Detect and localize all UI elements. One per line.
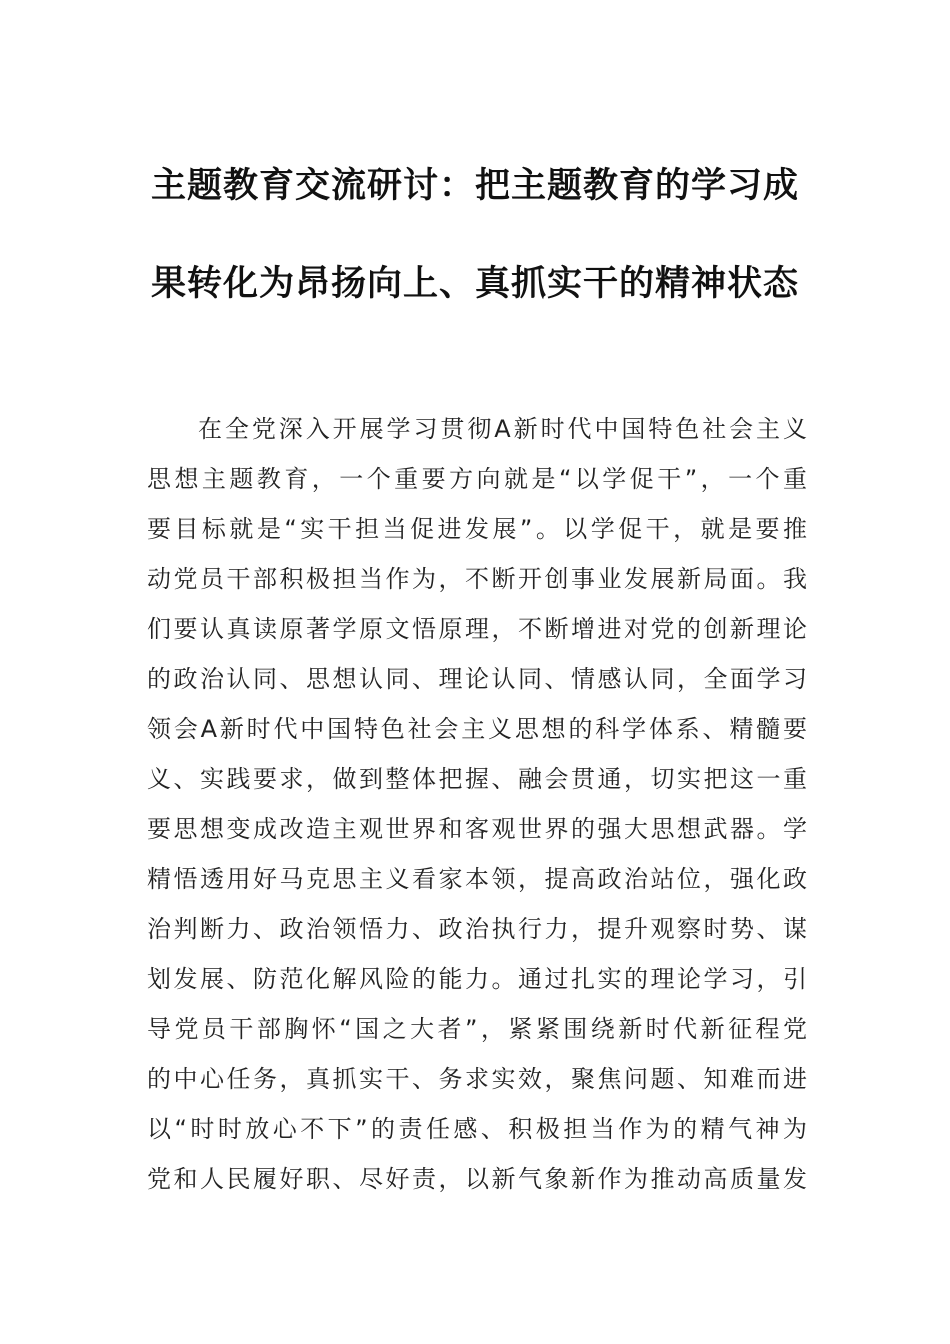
- paragraph-line-3: 要目标就是“实干担当促进发展”。以学促干，就是要推: [147, 515, 807, 543]
- paragraph-line-13: 导党员干部胸怀“国之大者”，紧紧围绕新时代新征程党: [147, 1015, 807, 1043]
- paragraph-line-12: 划发展、防范化解风险的能力。通过扎实的理论学习，引: [147, 965, 807, 993]
- paragraph-line-16: 党和人民履好职、尽好责，以新气象新作为推动高质量发: [147, 1165, 807, 1193]
- paragraph-line-10: 精悟透用好马克思主义看家本领，提高政治站位，强化政: [147, 865, 807, 893]
- paragraph-line-4: 动党员干部积极担当作为，不断开创事业发展新局面。我: [147, 565, 807, 593]
- paragraph-line-1: 在全党深入开展学习贯彻A新时代中国特色社会主义: [198, 415, 807, 443]
- paragraph-line-15: 以“时时放心不下”的责任感、积极担当作为的精气神为: [147, 1115, 807, 1143]
- paragraph-line-5: 们要认真读原著学原文悟原理，不断增进对党的创新理论: [147, 615, 807, 643]
- paragraph-line-6: 的政治认同、思想认同、理论认同、情感认同，全面学习: [147, 665, 807, 693]
- paragraph-line-2: 思想主题教育，一个重要方向就是“以学促干”，一个重: [147, 465, 807, 493]
- paragraph-line-8: 义、实践要求，做到整体把握、融会贯通，切实把这一重: [147, 765, 807, 793]
- paragraph-line-11: 治判断力、政治领悟力、政治执行力，提升观察时势、谋: [147, 915, 807, 943]
- document-title-line-2: 果转化为昂扬向上、真抓实干的精神状态: [150, 263, 799, 304]
- paragraph-line-14: 的中心任务，真抓实干、务求实效，聚焦问题、知难而进: [147, 1065, 807, 1093]
- paragraph-line-7: 领会A新时代中国特色社会主义思想的科学体系、精髓要: [147, 715, 807, 743]
- document-title-line-1: 主题教育交流研讨：把主题教育的学习成: [150, 165, 799, 206]
- paragraph-line-9: 要思想变成改造主观世界和客观世界的强大思想武器。学: [147, 815, 807, 843]
